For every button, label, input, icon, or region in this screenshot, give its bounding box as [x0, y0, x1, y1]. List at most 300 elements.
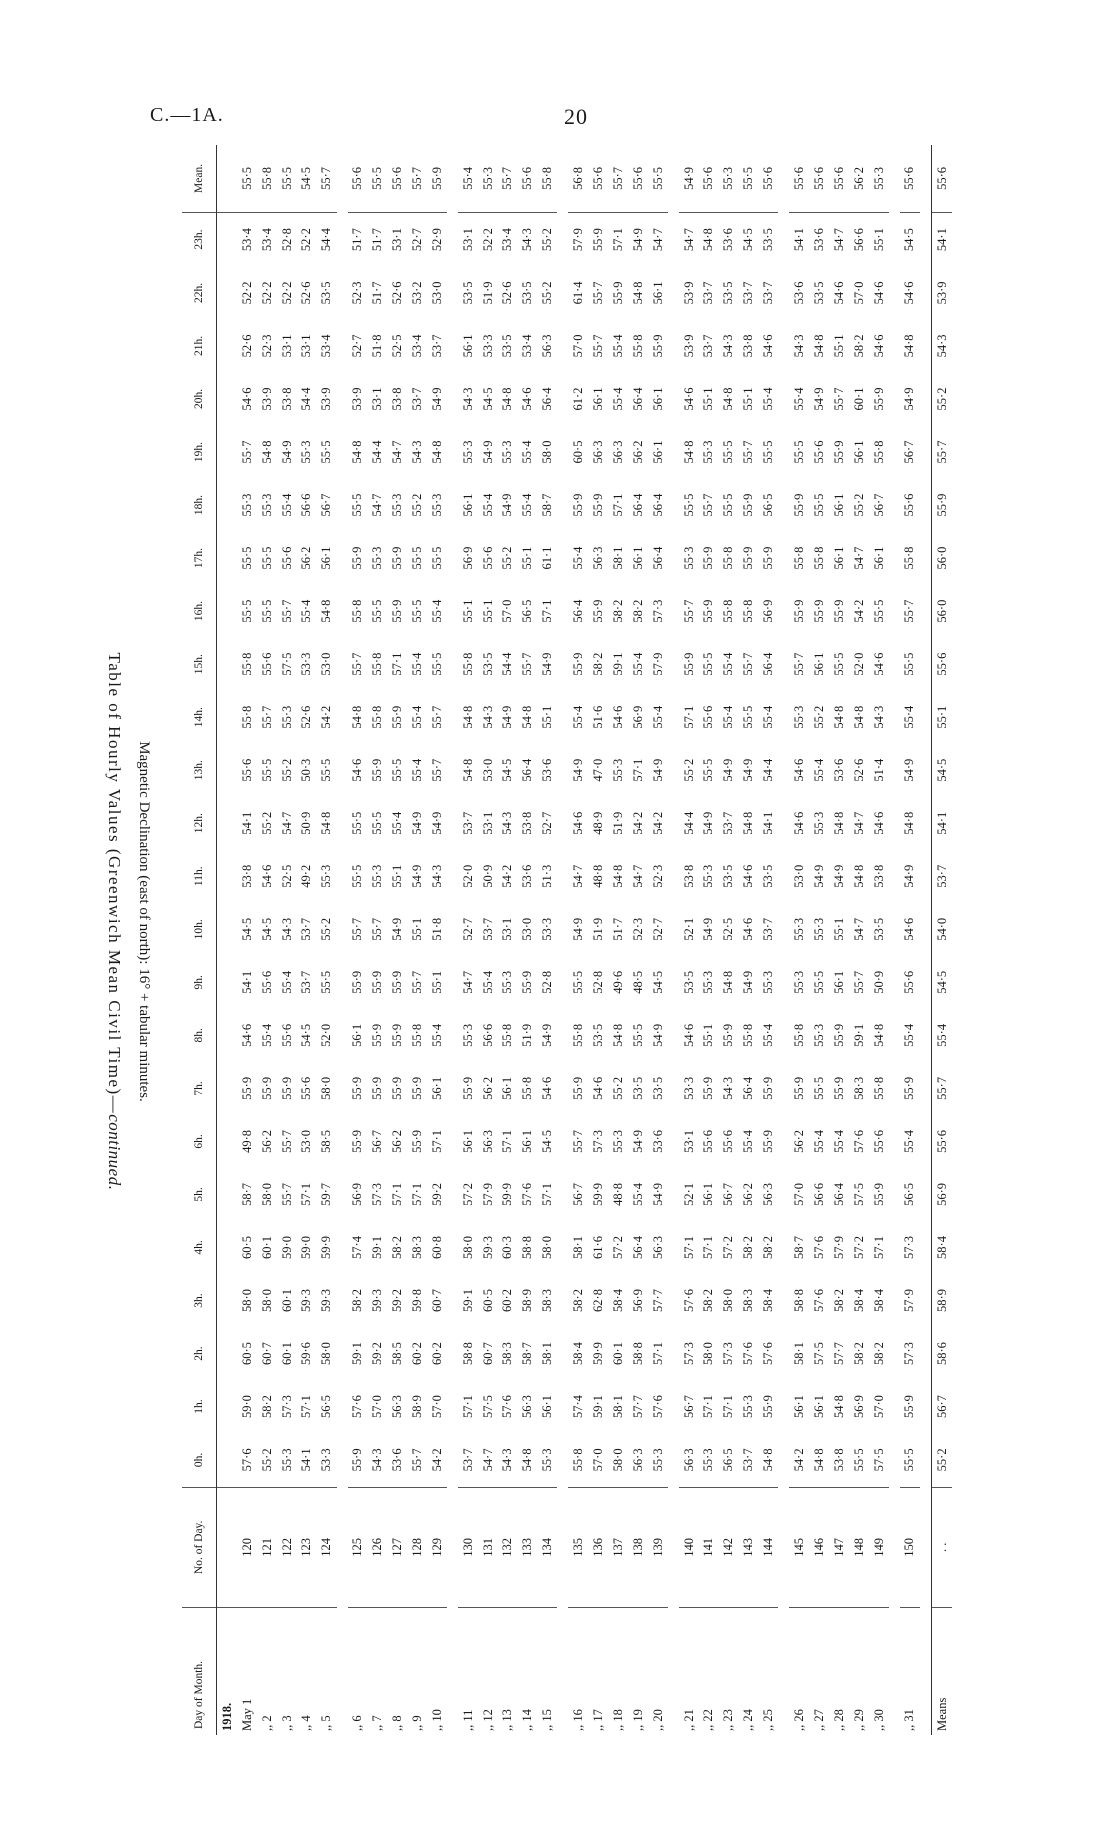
- hour-value-cell: 54·8: [500, 387, 515, 411]
- hour-value-cell: 54·8: [681, 440, 696, 464]
- hour-value-cell: 55·9: [370, 1076, 385, 1100]
- hour-value-cell: 55·3: [761, 970, 776, 994]
- hour-value-cell: 55·5: [630, 1023, 645, 1047]
- table-row: [568, 145, 588, 1735]
- day-number-cell: 126: [367, 1487, 387, 1607]
- header-hour: 8h.: [182, 1009, 217, 1062]
- hour-value-cell: 57·2: [721, 1236, 736, 1259]
- day-number-cell: 129: [427, 1487, 447, 1607]
- hour-value-cell: 56·1: [831, 493, 846, 517]
- hour-value-cell: 56·1: [650, 281, 665, 305]
- means-hour-value: 54·5: [931, 744, 952, 797]
- hour-value-cell: 55·1: [741, 387, 756, 411]
- hour-value-cell: 55·7: [429, 705, 444, 729]
- hour-value-cell: 54·1: [792, 228, 807, 252]
- hour-value-cell: 55·2: [259, 811, 274, 835]
- header-hour: 15h.: [182, 638, 217, 691]
- hour-value-cell: 56·5: [319, 1395, 334, 1419]
- hour-value-cell: 53·7: [701, 281, 716, 305]
- hour-value-cell: 57·7: [831, 1342, 846, 1365]
- hour-value-cell: 60·1: [279, 1342, 294, 1365]
- hour-value-cell: 55·2: [851, 493, 866, 517]
- hour-value-cell: 53·3: [540, 917, 555, 941]
- hour-value-cell: 54·9: [721, 758, 736, 782]
- hour-value-cell: 55·3: [299, 440, 314, 464]
- hour-value-cell: 55·4: [721, 652, 736, 676]
- day-number-cell: 122: [277, 1487, 297, 1607]
- hour-value-cell: 58·5: [390, 1342, 404, 1365]
- row-mean-cell: 55·5: [648, 145, 668, 212]
- means-day-number: . .: [931, 1487, 952, 1607]
- hour-value-cell: 52·8: [591, 970, 606, 994]
- hour-value-cell: 55·7: [429, 758, 444, 782]
- hour-value-cell: 55·4: [299, 599, 314, 623]
- hour-value-cell: 55·7: [851, 970, 866, 994]
- hour-value-cell: 54·9: [480, 440, 495, 464]
- hour-value-cell: 58·3: [540, 1289, 555, 1312]
- table-row: [869, 145, 889, 1735]
- hour-value-cell: 57·5: [851, 1182, 866, 1206]
- hour-value-cell: 55·4: [811, 1129, 826, 1153]
- day-number-cell: 143: [739, 1487, 759, 1607]
- hour-value-cell: 58·0: [259, 1182, 274, 1206]
- hour-value-cell: 55·2: [540, 281, 555, 305]
- hour-value-cell: 53·9: [681, 334, 696, 358]
- hour-value-cell: 48·5: [630, 970, 645, 994]
- hour-value-cell: 54·8: [520, 705, 535, 729]
- hour-value-cell: 54·3: [498, 1433, 518, 1487]
- hour-value-cell: 54·9: [902, 758, 917, 782]
- day-of-month-cell: ,, 13: [500, 1709, 515, 1731]
- hour-value-cell: 55·3: [701, 440, 716, 464]
- hour-value-cell: 57·1: [429, 1129, 444, 1153]
- row-mean-cell: 55·8: [538, 145, 558, 212]
- table-row: [367, 145, 387, 1735]
- table-row: [758, 145, 778, 1735]
- hour-value-cell: 54·9: [630, 1129, 645, 1153]
- hour-value-cell: 60·7: [480, 1342, 495, 1365]
- hour-value-cell: 60·5: [480, 1289, 495, 1312]
- hour-value-cell: 56·7: [571, 1182, 586, 1206]
- day-number-cell: 135: [568, 1487, 588, 1607]
- hour-value-cell: 57·9: [650, 652, 665, 676]
- header-day-of-month: Day of Month.: [182, 1608, 217, 1736]
- hour-value-cell: 55·6: [279, 546, 294, 570]
- hour-value-cell: 55·3: [792, 705, 807, 729]
- hour-value-cell: 55·5: [350, 811, 365, 835]
- hour-value-cell: 55·7: [591, 334, 606, 358]
- header-hour: 1h.: [182, 1380, 217, 1433]
- table-row: [900, 145, 920, 1735]
- hour-value-cell: 52·9: [429, 228, 444, 252]
- hour-value-cell: 54·8: [831, 1395, 846, 1419]
- day-number-cell: 148: [849, 1487, 869, 1607]
- hour-value-cell: 56·1: [460, 334, 475, 358]
- hour-value-cell: 51·9: [520, 1023, 535, 1047]
- hour-value-cell: 55·9: [370, 1023, 385, 1047]
- hour-value-cell: 53·4: [409, 334, 424, 358]
- means-hour-value: 55·7: [931, 1062, 952, 1115]
- hour-value-cell: 55·4: [520, 493, 535, 517]
- empty-cell: [217, 532, 238, 585]
- hour-value-cell: 56·1: [650, 440, 665, 464]
- hour-value-cell: 55·3: [319, 864, 334, 888]
- hour-value-cell: 53·5: [871, 917, 886, 941]
- hour-value-cell: 55·5: [350, 493, 365, 517]
- hour-value-cell: 55·4: [480, 970, 495, 994]
- hour-value-cell: 55·7: [741, 652, 756, 676]
- row-mean-cell: 55·6: [900, 145, 920, 212]
- table-row: [628, 145, 648, 1735]
- hour-value-cell: 55·5: [239, 546, 254, 570]
- day-number-cell: 140: [679, 1487, 699, 1607]
- hour-value-cell: 54·9: [429, 811, 444, 835]
- hour-value-cell: 55·9: [792, 599, 807, 623]
- hour-value-cell: 53·8: [390, 387, 404, 411]
- hour-value-cell: 56·1: [701, 1182, 716, 1206]
- hour-value-cell: 58·9: [520, 1289, 535, 1312]
- hour-value-cell: 55·9: [741, 546, 756, 570]
- hour-value-cell: 55·3: [279, 705, 294, 729]
- hour-value-cell: 52·3: [259, 334, 274, 358]
- hour-value-cell: 53·7: [429, 334, 444, 358]
- hour-value-cell: 57·1: [299, 1182, 314, 1206]
- hour-value-cell: 58·0: [259, 1289, 274, 1312]
- hour-value-cell: 48·9: [591, 811, 606, 835]
- hour-value-cell: 56·4: [650, 546, 665, 570]
- hour-value-cell: 54·7: [831, 228, 846, 252]
- hour-value-cell: 53·5: [460, 281, 475, 305]
- hour-value-cell: 53·4: [259, 228, 274, 252]
- hour-value-cell: 58·2: [571, 1289, 586, 1312]
- hour-value-cell: 56·1: [591, 387, 606, 411]
- spacer-cell: [889, 145, 900, 1735]
- hour-value-cell: 53·4: [500, 228, 515, 252]
- hour-value-cell: 55·7: [407, 1433, 427, 1487]
- empty-cell: [217, 266, 238, 319]
- hour-value-cell: 55·9: [792, 1076, 807, 1100]
- hour-value-cell: 58·3: [851, 1076, 866, 1100]
- hour-value-cell: 57·1: [630, 758, 645, 782]
- table-title: Table of Hourly Values (Greenwich Mean Civil Time)—continued.: [105, 652, 124, 1191]
- hour-value-cell: 55·8: [871, 1076, 886, 1100]
- hour-value-cell: 55·1: [480, 599, 495, 623]
- hour-value-cell: 52·7: [350, 334, 365, 358]
- hour-value-cell: 55·7: [741, 440, 756, 464]
- hour-value-cell: 58·2: [851, 334, 866, 358]
- hour-value-cell: 53·8: [520, 811, 535, 835]
- hour-value-cell: 55·6: [701, 1129, 716, 1153]
- day-of-month-cell: ,, 17: [591, 1709, 606, 1731]
- hour-value-cell: 54·1: [239, 811, 254, 835]
- hour-value-cell: 54·8: [630, 281, 645, 305]
- hour-value-cell: 56·1: [460, 1129, 475, 1153]
- day-of-month-cell: ,, 3: [279, 1715, 294, 1731]
- hour-value-cell: 55·2: [279, 758, 294, 782]
- hour-value-cell: 54·8: [701, 228, 716, 252]
- day-number-cell: 150: [900, 1487, 920, 1607]
- hour-value-cell: 55·1: [460, 599, 475, 623]
- hour-value-cell: 56·3: [610, 440, 625, 464]
- hour-value-cell: 57·0: [571, 334, 586, 358]
- empty-cell: [217, 372, 238, 425]
- header-hour: 17h.: [182, 532, 217, 585]
- header-hour: 20h.: [182, 372, 217, 425]
- hour-value-cell: 55·3: [429, 493, 444, 517]
- hour-value-cell: 56·1: [630, 546, 645, 570]
- hour-value-cell: 59·3: [319, 1289, 334, 1312]
- hour-value-cell: 54·4: [299, 387, 314, 411]
- hour-value-cell: 54·6: [239, 387, 254, 411]
- row-mean-cell: 55·6: [348, 145, 368, 212]
- means-hour-value: 55·2: [931, 372, 952, 425]
- hour-value-cell: 57·1: [299, 1395, 314, 1419]
- hour-value-cell: 56·2: [630, 440, 645, 464]
- empty-cell: [217, 1062, 238, 1115]
- hour-value-cell: 56·5: [902, 1182, 917, 1206]
- hour-value-cell: 58·0: [460, 1236, 475, 1259]
- row-mean-cell: 55·3: [719, 145, 739, 212]
- hourly-values-table: [182, 145, 952, 1735]
- hour-value-cell: 55·9: [721, 1023, 736, 1047]
- hour-value-cell: 55·2: [540, 228, 555, 252]
- means-hour-value: 56·7: [931, 1380, 952, 1433]
- day-number-cell: 131: [478, 1487, 498, 1607]
- means-hour-value: 58·4: [931, 1221, 952, 1274]
- hour-value-cell: 55·9: [390, 546, 404, 570]
- hour-value-cell: 57·6: [520, 1182, 535, 1206]
- hour-value-cell: 60·1: [851, 387, 866, 411]
- row-mean-cell: 55·7: [498, 145, 518, 212]
- table-row: [277, 145, 297, 1735]
- hour-value-cell: 55·8: [239, 652, 254, 676]
- hour-value-cell: 56·6: [811, 1182, 826, 1206]
- hour-value-cell: 58·1: [792, 1342, 807, 1365]
- hour-value-cell: 55·4: [610, 334, 625, 358]
- row-mean-cell: 55·9: [427, 145, 447, 212]
- day-of-month-cell: ,, 6: [350, 1715, 365, 1731]
- hour-value-cell: 59·2: [390, 1289, 404, 1312]
- hour-value-cell: 58·5: [319, 1129, 334, 1153]
- hour-value-cell: 54·6: [681, 1023, 696, 1047]
- hour-value-cell: 54·5: [259, 917, 274, 941]
- hour-value-cell: 55·3: [699, 1433, 719, 1487]
- hour-value-cell: 54·9: [390, 917, 404, 941]
- hour-value-cell: 52·1: [681, 917, 696, 941]
- empty-cell: [217, 425, 238, 478]
- hour-value-cell: 53·7: [299, 917, 314, 941]
- hour-value-cell: 59·2: [429, 1182, 444, 1206]
- empty-cell: [217, 1009, 238, 1062]
- hour-value-cell: 51·7: [370, 228, 385, 252]
- table-title-suffix: continued.: [105, 1114, 124, 1191]
- hour-value-cell: 55·3: [277, 1433, 297, 1487]
- hour-value-cell: 55·4: [650, 705, 665, 729]
- hour-value-cell: 55·4: [279, 970, 294, 994]
- hour-value-cell: 52·1: [681, 1182, 696, 1206]
- hour-value-cell: 56·1: [500, 1076, 515, 1100]
- hour-value-cell: 55·9: [831, 1076, 846, 1100]
- hour-value-cell: 59·6: [299, 1342, 314, 1365]
- hour-value-cell: 51·9: [610, 811, 625, 835]
- hour-value-cell: 54·2: [630, 811, 645, 835]
- hour-value-cell: 58·2: [761, 1236, 776, 1259]
- hour-value-cell: 58·2: [701, 1289, 716, 1312]
- hour-value-cell: 54·7: [279, 811, 294, 835]
- hour-value-cell: 54·5: [741, 228, 756, 252]
- hour-value-cell: 52·5: [279, 864, 294, 888]
- means-hour-value: 55·6: [931, 1115, 952, 1168]
- header-hour: 10h.: [182, 903, 217, 956]
- hour-value-cell: 52·3: [650, 864, 665, 888]
- hour-value-cell: 52·0: [851, 652, 866, 676]
- hour-value-cell: 57·1: [390, 652, 404, 676]
- hour-value-cell: 58·1: [571, 1236, 586, 1259]
- hour-value-cell: 55·5: [429, 652, 444, 676]
- empty-cell: [217, 797, 238, 850]
- hour-value-cell: 55·9: [350, 546, 365, 570]
- hour-value-cell: 55·5: [429, 546, 444, 570]
- hour-value-cell: 58·8: [792, 1289, 807, 1312]
- hour-value-cell: 53·4: [239, 228, 254, 252]
- hour-value-cell: 55·9: [390, 1076, 404, 1100]
- hour-value-cell: 52·6: [299, 705, 314, 729]
- hour-value-cell: 54·6: [259, 864, 274, 888]
- hour-value-cell: 60·5: [239, 1236, 254, 1259]
- hour-value-cell: 57·0: [429, 1395, 444, 1419]
- hour-value-cell: 54·5: [902, 228, 917, 252]
- hour-value-cell: 59·9: [500, 1182, 515, 1206]
- hour-value-cell: 54·7: [370, 493, 385, 517]
- hour-value-cell: 55·4: [761, 1023, 776, 1047]
- year-label: 1918.: [219, 1702, 234, 1731]
- header-hour: 19h.: [182, 425, 217, 478]
- day-of-month-cell: ,, 23: [721, 1709, 736, 1731]
- day-of-month-cell: ,, 16: [571, 1709, 586, 1731]
- day-of-month-cell: ,, 14: [520, 1709, 535, 1731]
- hour-value-cell: 55·9: [871, 1182, 886, 1206]
- day-number-cell: 128: [407, 1487, 427, 1607]
- hour-value-cell: 56·1: [831, 970, 846, 994]
- hour-value-cell: 55·3: [610, 758, 625, 782]
- hour-value-cell: 53·7: [458, 1433, 478, 1487]
- hour-value-cell: 55·3: [648, 1433, 668, 1487]
- hour-value-cell: 52·6: [299, 281, 314, 305]
- hour-value-cell: 56·4: [571, 599, 586, 623]
- hour-value-cell: 56·6: [851, 228, 866, 252]
- means-hour-value: 56·9: [931, 1168, 952, 1221]
- hour-value-cell: 55·9: [520, 970, 535, 994]
- hour-value-cell: 55·8: [370, 652, 385, 676]
- header-hour: 22h.: [182, 266, 217, 319]
- hour-value-cell: 56·4: [761, 652, 776, 676]
- hour-value-cell: 57·6: [761, 1342, 776, 1365]
- hour-value-cell: 54·8: [460, 705, 475, 729]
- hour-value-cell: 52·3: [630, 917, 645, 941]
- hour-value-cell: 51·7: [350, 228, 365, 252]
- day-number-cell: 146: [809, 1487, 829, 1607]
- hour-value-cell: 55·9: [701, 546, 716, 570]
- hour-value-cell: 59·9: [319, 1236, 334, 1259]
- empty-cell: [217, 479, 238, 532]
- header-mean: Mean.: [182, 145, 217, 212]
- hour-value-cell: 57·3: [721, 1342, 736, 1365]
- hour-value-cell: 57·1: [650, 1342, 665, 1365]
- hour-value-cell: 50·3: [299, 758, 314, 782]
- hour-value-cell: 54·9: [500, 705, 515, 729]
- row-mean-cell: 55·6: [789, 145, 809, 212]
- hour-value-cell: 60·1: [610, 1342, 625, 1365]
- table-row: [679, 145, 699, 1735]
- hour-value-cell: 54·7: [851, 546, 866, 570]
- hour-value-cell: 53·6: [721, 228, 736, 252]
- hour-value-cell: 55·3: [460, 440, 475, 464]
- hour-value-cell: 58·4: [761, 1289, 776, 1312]
- hour-value-cell: 55·9: [350, 1076, 365, 1100]
- hour-value-cell: 53·0: [429, 281, 444, 305]
- hour-value-cell: 55·6: [259, 652, 274, 676]
- hour-value-cell: 54·1: [239, 970, 254, 994]
- hour-value-cell: 56·1: [811, 652, 826, 676]
- table-header-row: [182, 145, 217, 1735]
- hour-value-cell: 54·8: [460, 758, 475, 782]
- hour-value-cell: 54·9: [571, 758, 586, 782]
- hour-value-cell: 56·1: [350, 1023, 365, 1047]
- group-spacer: [668, 145, 679, 1735]
- hour-value-cell: 55·5: [319, 440, 334, 464]
- empty-cell: [217, 1274, 238, 1327]
- means-label: Means: [931, 1608, 952, 1736]
- hour-value-cell: 54·6: [610, 705, 625, 729]
- header-hour: 23h.: [182, 212, 217, 266]
- hour-value-cell: 56·4: [831, 1182, 846, 1206]
- day-of-month-cell: ,, 25: [761, 1709, 776, 1731]
- hour-value-cell: 55·9: [279, 1076, 294, 1100]
- hour-value-cell: 55·8: [721, 599, 736, 623]
- row-mean-cell: 55·5: [739, 145, 759, 212]
- hour-value-cell: 55·9: [902, 1076, 917, 1100]
- row-mean-cell: 55·7: [608, 145, 628, 212]
- hour-value-cell: 55·4: [721, 705, 736, 729]
- hour-value-cell: 51·6: [591, 705, 606, 729]
- table-row: [699, 145, 719, 1735]
- hour-value-cell: 55·9: [650, 334, 665, 358]
- day-of-month-cell: ,, 11: [460, 1709, 475, 1731]
- hour-value-cell: 56·1: [851, 440, 866, 464]
- hour-value-cell: 53·8: [871, 864, 886, 888]
- hour-value-cell: 55·3: [370, 546, 385, 570]
- hour-value-cell: 54·7: [851, 811, 866, 835]
- table-body: [217, 145, 953, 1735]
- hour-value-cell: 53·1: [500, 917, 515, 941]
- hour-value-cell: 51·9: [591, 917, 606, 941]
- hour-value-cell: 55·5: [902, 652, 917, 676]
- hour-value-cell: 58·3: [500, 1342, 515, 1365]
- hour-value-cell: 56·9: [630, 705, 645, 729]
- hour-value-cell: 56·1: [429, 1076, 444, 1100]
- hour-value-cell: 53·5: [591, 1023, 606, 1047]
- hour-value-cell: 57·3: [591, 1129, 606, 1153]
- hour-value-cell: 55·9: [390, 705, 404, 729]
- hour-value-cell: 56·2: [299, 546, 314, 570]
- hour-value-cell: 55·5: [900, 1433, 920, 1487]
- hour-value-cell: 56·1: [319, 546, 334, 570]
- hour-value-cell: 58·2: [259, 1395, 274, 1419]
- hour-value-cell: 58·7: [239, 1182, 254, 1206]
- hour-value-cell: 57·6: [741, 1342, 756, 1365]
- hour-value-cell: 53·5: [721, 281, 736, 305]
- hour-value-cell: 55·3: [792, 917, 807, 941]
